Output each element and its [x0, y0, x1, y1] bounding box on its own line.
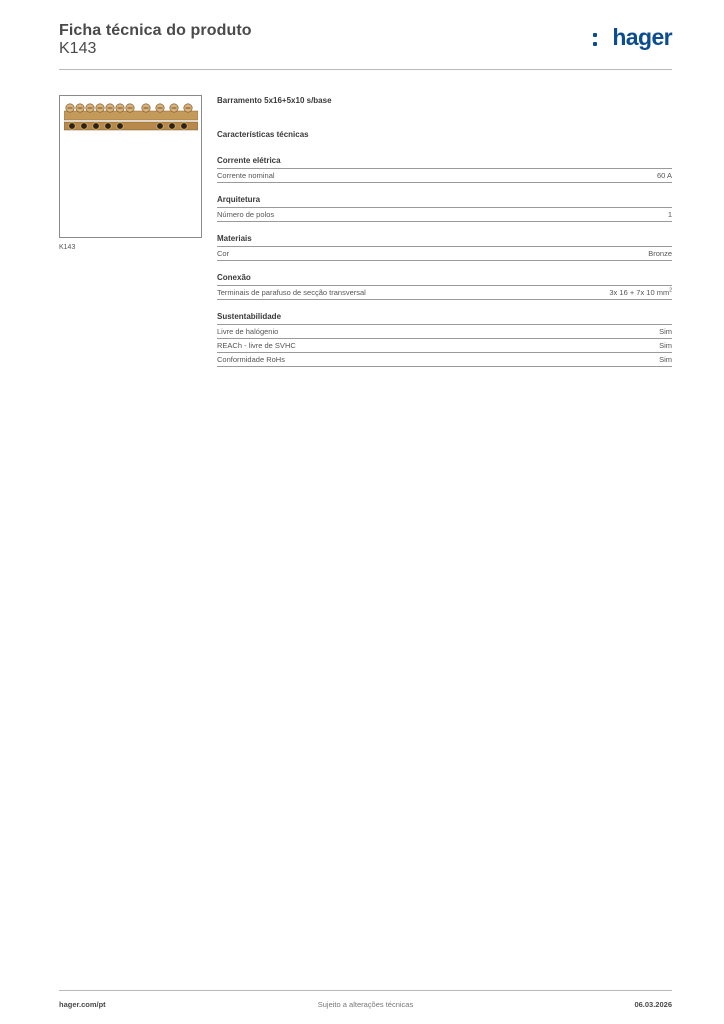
spec-label: Conformidade RoHs — [217, 355, 285, 364]
spec-value — [659, 353, 672, 366]
specs-sections — [217, 156, 672, 367]
spec-section — [217, 273, 672, 300]
spec-value — [659, 325, 672, 338]
terminal-hole-icon — [81, 123, 88, 130]
spec-row — [217, 325, 672, 339]
spec-value-superscript: 2 — [669, 287, 672, 294]
spec-label: Corrente nominal — [217, 171, 275, 180]
spec-value — [659, 339, 672, 352]
footer-disclaimer: Sujeito a alterações técnicas — [317, 1000, 414, 1009]
product-code: K143 — [59, 40, 97, 57]
spec-label: REACh - livre de SVHC — [217, 341, 296, 350]
image-caption: K143 — [59, 244, 76, 251]
spec-value — [657, 169, 672, 182]
terminal-hole-icon — [117, 123, 124, 130]
spec-label: Livre de halógenio — [217, 327, 279, 336]
spec-label: Terminais de parafuso de secção transversal — [217, 288, 366, 297]
spec-value-text: 1 — [667, 210, 672, 219]
spec-section-title: Conexão — [217, 273, 672, 286]
product-name: Barramento 5x16+5x10 s/base — [217, 96, 332, 105]
spec-section — [217, 156, 672, 183]
spec-section-title: Sustentabilidade — [217, 312, 672, 325]
spec-section-title: Materiais — [217, 234, 672, 247]
spec-value-text: Sim — [659, 341, 672, 350]
footer-date: 06.03.2026 — [634, 1000, 672, 1009]
page-header — [59, 22, 672, 70]
spec-value-text: 3x 16 + 7x 10 mm — [609, 288, 670, 297]
terminal-hole-icon — [181, 123, 188, 130]
spec-row — [217, 286, 672, 300]
specs-heading: Características técnicas — [217, 130, 309, 139]
footer-website: hager.com/pt — [59, 1000, 106, 1009]
spec-section — [217, 195, 672, 222]
spec-section — [217, 312, 672, 367]
busbar-terminal-block-image — [64, 101, 198, 131]
terminal-hole-icon — [69, 123, 76, 130]
spec-value-text: Bronze — [648, 249, 672, 258]
product-image-frame — [59, 95, 202, 238]
spec-section-title: Arquitetura — [217, 195, 672, 208]
terminal-hole-icon — [93, 123, 100, 130]
hager-logo — [592, 24, 672, 53]
spec-value — [648, 247, 672, 260]
product-content — [217, 96, 672, 367]
logo-dots-icon — [593, 33, 597, 47]
terminal-hole-icon — [157, 123, 164, 130]
terminal-hole-icon — [169, 123, 176, 130]
spec-label: Número de polos — [217, 210, 275, 219]
spec-section — [217, 234, 672, 261]
terminal-hole-icon — [105, 123, 112, 130]
spec-label: Cor — [217, 249, 230, 258]
page-footer — [59, 990, 672, 1010]
logo-text: hager — [612, 24, 672, 50]
spec-row — [217, 169, 672, 183]
spec-row — [217, 247, 672, 261]
spec-value — [668, 208, 672, 221]
spec-value-text: Sim — [659, 327, 672, 336]
spec-row — [217, 208, 672, 222]
document-title: Ficha técnica do produto — [59, 22, 252, 39]
spec-value-text: 60 A — [656, 171, 672, 180]
spec-section-title: Corrente elétrica — [217, 156, 672, 169]
spec-row — [217, 353, 672, 367]
spec-value — [609, 286, 672, 299]
spec-value-text: Sim — [659, 355, 672, 364]
spec-row — [217, 339, 672, 353]
